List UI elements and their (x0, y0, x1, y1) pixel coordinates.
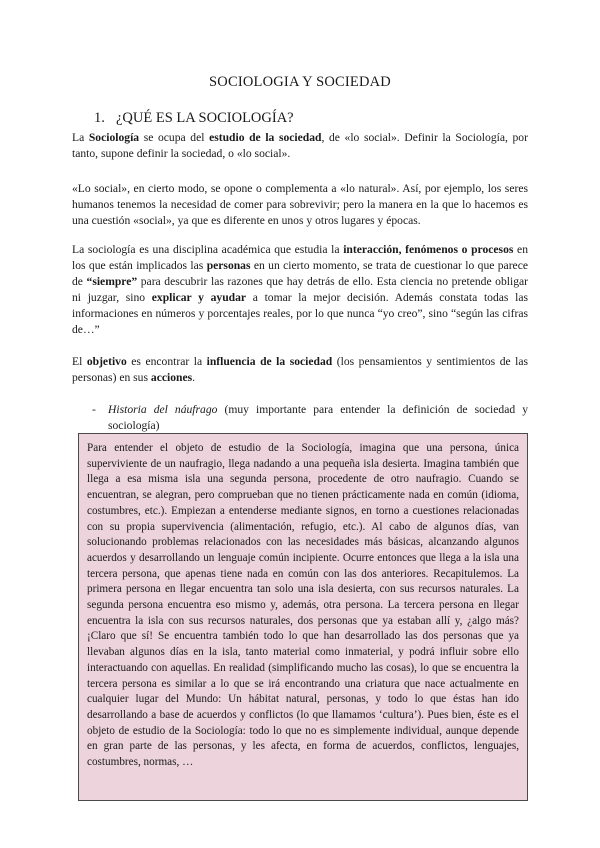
bullet-dash: - (92, 403, 96, 416)
paragraph-disciplina: La sociología es una disciplina académica que estudia la interacción, fenómenos o procesos en los que están implicados las personas en un cierto momento, se trata de cuestionar lo que parece de “siempre” para descubrir las razones que hay detrás de ello. Esta ciencia no pretende obligar ni juzgar, sino explicar y ayudar a tomar la mejor decisión. Además constata todas las informaciones en números y porcentajes reales, por lo que nunca “yo creo”, sino “según las cifras de…” (72, 243, 528, 336)
paragraph-lo-social: «Lo social», en cierto modo, se opone o complementa a «lo natural». Así, por ejemplo, los seres humanos tenemos la necesidad de comer para sobrevivir; pero la manera en la que lo hacemos es una cuestión «social», ya que es diferente en unos y otros lugares y épocas. (72, 182, 528, 227)
bold-term: Sociología (88, 131, 140, 144)
document-title: SOCIOLOGIA Y SOCIEDAD (209, 74, 391, 90)
story-box (78, 433, 528, 801)
paragraph-definition: La Sociología se ocupa del estudio de la sociedad, de «lo social». Definir la Sociología, por tanto, supone definir la sociedad, o «lo social». (72, 131, 528, 160)
list-item-naufrago: - Historia del náufrago (muy importante para entender la definición de sociedad y sociología) (92, 403, 528, 432)
bold-term: interacción, fenómenos o procesos (343, 243, 514, 256)
bold-term: estudio de la sociedad (209, 131, 322, 144)
section-heading (94, 110, 294, 127)
bold-term: objetivo (86, 355, 127, 368)
bold-term: acciones (150, 371, 193, 384)
italic-title: Historia del náufrago (108, 403, 218, 416)
bold-term: explicar y ayudar (151, 291, 247, 304)
bold-term: influencia de la sociedad (206, 355, 333, 368)
section-title: ¿QUÉ ES LA SOCIOLOGÍA? (116, 110, 294, 126)
paragraph-objetivo: El objetivo es encontrar la influencia de la sociedad (los pensamientos y sentimientos de las personas) en sus acciones. (72, 355, 529, 384)
bold-term: personas (206, 259, 251, 272)
section-number: 1. (94, 110, 105, 126)
story-text: Para entender el objeto de estudio de la Sociología, imagina que una persona, única superviviente de un naufragio, llega nadando a una pequeña isla desierta. Imagina también que llega a esa misma isla una segunda persona, procedente de otro naufragio. Cuando se encuentran, se alegran, pero comprueban que no tienen prácticamente nada en común (idioma, costumbres, etc.). Empiezan a entenderse mediante signos, en torno a cuestiones relacionadas con su propia supervivencia (alimentación, refugio, etc.). Al cabo de algunos días, van solucionando problemas relacionados con las necesidades más básicas, alcanzando algunos acuerdos y desarrollando un lenguaje común incipiente. Ocurre entonces que llega a la isla una tercera persona, que apenas tiene nada en común con las dos anteriores. Recapitulemos. La primera persona en llegar encuentra tan solo una isla desierta, con sus recursos naturales. La segunda persona encuentra eso mismo y, además, otra persona. La tercera persona en llegar encuentra la isla con sus recursos naturales, dos personas que ya estaban allí y, ¿algo más? ¡Claro que sí! Se encuentra también todo lo que han desarrollado las dos personas que ya llevaban algunos días en la isla, tanto material como inmaterial, y podrá influir sobre ello interactuando con aquellas. En realidad (simplificando mucho las cosas), lo que se encuentra la tercera persona es similar a lo que se irá encontrando una criatura que nace actualmente en cualquier lugar del Mundo: Un hábitat natural, personas, y todo lo que éstas han ido desarrollando a base de acuerdos y conflictos (lo que llamamos ‘cultura’). Pues bien, éste es el objeto de estudio de la Sociología: todo lo que no es simplemente individual, aunque depende en gran parte de las personas, y les afecta, en forma de acuerdos, conflictos, lenguajes, costumbres, normas, … (87, 442, 519, 769)
bold-term: “siempre” (86, 275, 138, 288)
